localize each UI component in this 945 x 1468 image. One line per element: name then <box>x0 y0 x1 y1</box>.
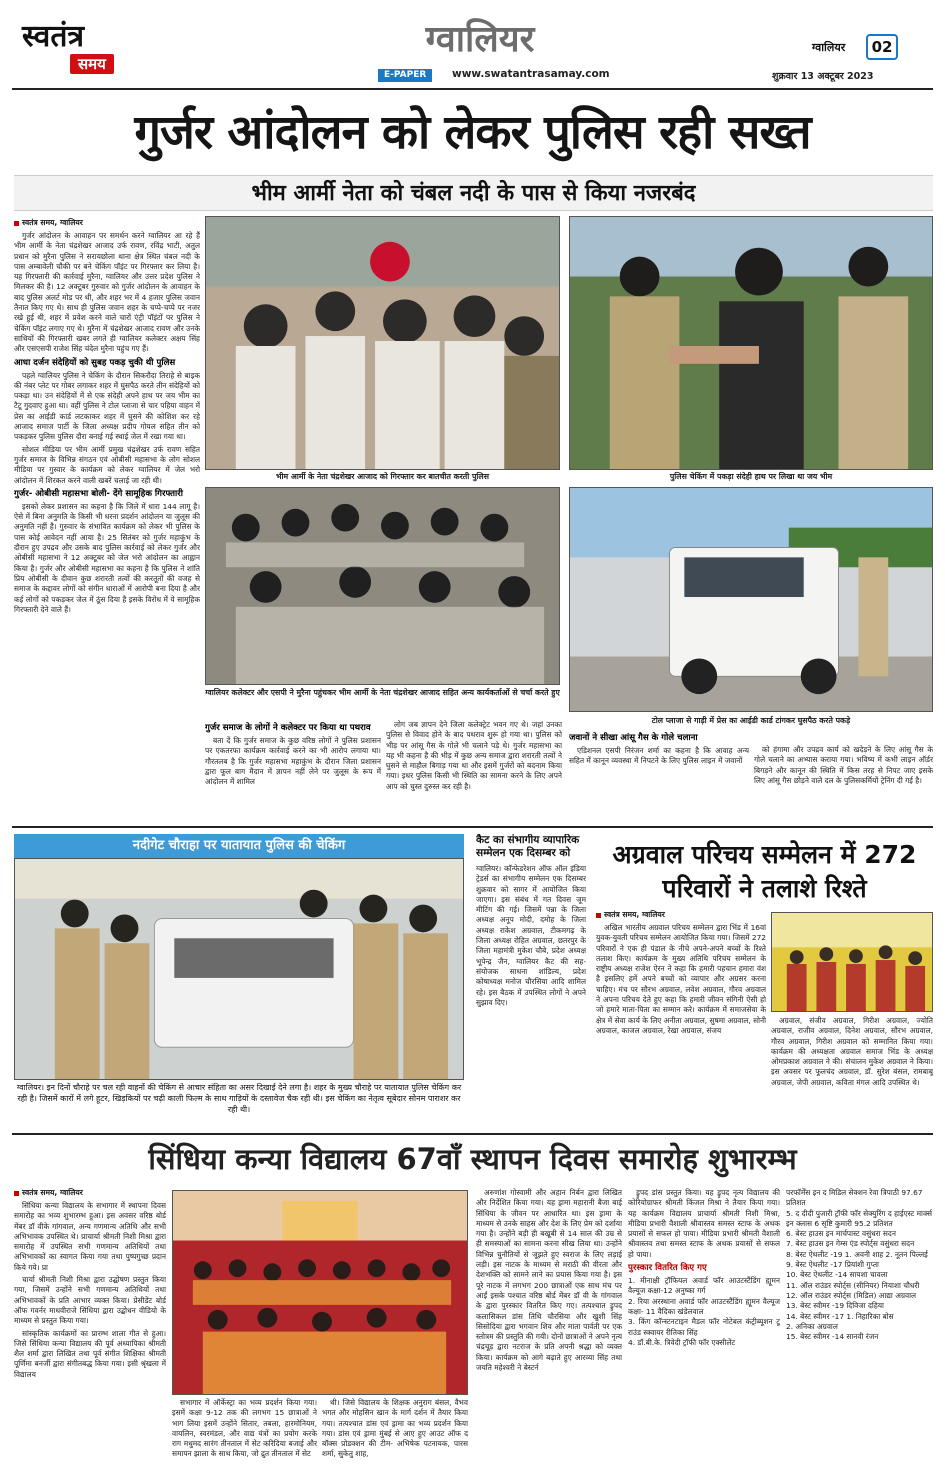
agrawal-col-1 <box>596 910 766 1132</box>
caption-toll-plaza: टोल प्लाजा से गाड़ी में प्रेस का आईडी कार्ड टांगकर घुसपैठ करते पकड़े <box>651 716 851 725</box>
lead-para-4: इसको लेकर प्रशासन का कहना है कि जिले में धारा 144 लागू है। ऐसे में बिना अनुमति के किसी भी धरना प्रदर्शन आंदोलन या जुलूस की अनुमति नहीं है। गुरुवार के संभावित कार्यक्रम को लेकर भी पुलिस के पास कोई आवेदन नहीं आया है। 25 सितंबर को गुर्जर महाकुंभ के दौरान हुए उपद्रव और उसके बाद पुलिस कार्रवाई को लेकर गुर्जर और ओबीसी महासभा ने 12 अक्टूबर को जेल भरो आंदोलन का आह्वान किया है। गुर्जर और ओबीसी महासभा का कहना है कि पुलिस ने शांति प्रिय ओबीसी के दीवान कुछ शरारती तत्वों की करतूतों की वजह से समाज के कद्दावर लोगों को संगीन धाराओं में आरोपी बना दिया है और कई लोगों को पकड़कर जेल में ठूंस दिया है इसके विरोध में ये सामूहिक गिरफ्तारी देने वाले हैं। <box>14 501 200 614</box>
issue-date: शुक्रवार 13 अक्टूबर 2023 <box>772 71 874 82</box>
page-city: ग्वालियर <box>812 41 846 54</box>
lead-subhead: भीम आर्मी नेता को चंबल नदी के पास से किया नजरबंद <box>251 180 696 206</box>
photo-toll-plaza-car <box>569 487 933 712</box>
section-rule-1 <box>12 826 933 828</box>
lead-col-lower-4 <box>754 745 933 820</box>
award-list-item: परफॉर्मेंस इन द मिडिल सेक्शन रेवा त्रिपाठी 97.67 प्रतिशत <box>786 1188 923 1208</box>
award-list-item: 2. अनिका अग्रवाल <box>786 1321 838 1331</box>
scindia-text-1: सिंधिया कन्या विद्यालय के सभागार में स्थापना दिवस समारोह का भव्य शुभारम्भ हुआ। इस अवसर वरिष्ठ बोर्ड मेंबर डॉ वीके गांगवाल, अन्य गणमान्य अतिथि और सभी अभिभावक उपस्थित थे। प्राचार्या श्रीमती निशी मिश्रा द्वारा समारोह में उपस्थित सभी गणमान्य अतिथियों तथा अभिभावकों का स्वागत किया गया तथा पुष्पगुच्छ प्रदान किये गये। प्रा <box>14 1201 166 1272</box>
cait-story <box>476 834 586 1130</box>
agrawal-text-2: अग्रवाल, संजीव अग्रवाल, गिरीश अग्रवाल, ज्योति अग्रवाल, राजीव अग्रवाल, दिनेश अग्रवाल, सौरभ अग्रवाल, गौरव अग्रवाल, गिरीश अग्रवाल को सम्मानित किया गया। कार्यक्रम की अध्यक्षता अग्रवाल समाज भिंड के अध्यक्ष ओमप्रकाश अग्रवाल ने की। संचालन मुकेश अग्रवाल ने किया। इस अवसर पर फूलचंद अग्रवाल, डॉ. सुरेश बंसल, रामबाबू अग्रवाल, जेपी अग्रवाल, कविता मंगल आदि उपस्थित थे। <box>771 1016 933 1087</box>
lead-subhead-1: आधा दर्जन संदेहियों को सुबह पकड़ चुकी थी पुलिस <box>14 357 176 368</box>
lead-subhead-4: जवानों ने सीखा आंसू गैस के गोले चलाना <box>569 733 698 743</box>
cait-headline: कैट का संभागीय व्यापारिक सम्मेलन एक दिसम्बर को <box>476 834 580 859</box>
logo-top: स्वतंत्र <box>22 19 85 54</box>
caption-suspect: पुलिस चेकिंग में पकड़ा संदेही हाथ पर लिखा था जय भीम <box>669 472 833 481</box>
scindia-col-4 <box>476 1188 622 1463</box>
scindia-text-1b: चार्या श्रीमती निशी मिश्रा द्वारा उद्घोषण प्रस्तुत किया गया, जिसमें उन्होंने सभी गणमान्य अतिथियों तथा अभिभावकों के प्रति आभार व्यक्त किया। प्रेसीडेंट बोर्ड ऑफ गवर्नर माधवीराजे सिंधिया द्वारा उद्बोधन वीडियो के माध्यम से प्रस्तुत किया गया। <box>14 1275 166 1326</box>
lead-para-2: पहले ग्वालियर पुलिस ने चेकिंग के दौरान सिकरौदा तिराहे से बाइक की नंबर प्लेट पर गोबर लगाकर शहर में घुसपैठ करते तीन संदेहियों को पकड़ा था। उन संदेहियों में से एक संदेही अपने हाथ पर जय भीम का टैटू गुदवाए हुआ था। वहीं पुलिस ने टोल प्लाजा से चार पहिया वाहन में प्रेस का आईडी कार्ड लटकाकर शहर में घुसने की कोशिश कर रहे आजाद समाज पार्टी के जिला अध्यक्ष प्रदीप गोयल सहित तीन को पकड़कर पुलिस पुलिस दौरा बनाई गई स्थाई जेल में रखा गया था। <box>14 370 200 442</box>
lead-col-lower-3 <box>569 730 749 820</box>
masthead-rule <box>12 88 933 90</box>
award-list-item: 13. बेस्ट स्वीमर -19 दिविजा दहिया <box>786 1301 884 1311</box>
scindia-byline: स्वतंत्र समय, ग्वालियर <box>14 1188 166 1198</box>
photo-collector-meeting <box>205 487 560 685</box>
cait-body: ग्वालियर। कॉन्फेडरेशन ऑफ ऑल इंडिया ट्रेडर्स का संभागीय सम्मेलन एक दिसम्बर शुक्रवार को सागर में आयोजित किया जाएगा। इस संबंध में गत दिवस जूम मीटिंग की गई। जिसमें पन्ना के जिला अध्यक्ष अनूप मोदी, दमोह के जिला अध्यक्ष राकेश अग्रवाल, टीकमगढ़ के जिला अध्यक्ष रोहित अग्रवाल, छतरपुर के जिला महामंत्री मुकेश चौबे, प्रदेश अध्यक्ष भूपेन्द्र जैन, ग्वालियर कैट की सह-संयोजक साधना शांडिल्य, प्रदेश कोषाध्यक्ष मनोज चौरसिया आदि शामिल रहे। इस बैठक में उपस्थित लोगों ने अपने सुझाव दिए। <box>476 864 586 1007</box>
photo-arrest <box>205 216 560 470</box>
lead-para-6: लोग जब ज्ञापन देने जिला कलेक्ट्रेट भवन गए थे। जहां उनका पुलिस से विवाद होने के बाद पथराव शुरू हो गया था। पुलिस को भीड़ पर आंसू गैस के गोले भी चलाने पड़े थे। गुर्जर महासभा का यह भी कहना है की भीड़ में कुछ अन्य समाज द्वारा शरारती तत्वों ने घुसने से माहौल बिगाड़ गया था और इसमें गुर्जरों को बदनाम किया गया। इधर पुलिस किसी भी स्थिति का सामना करने के लिए अपने आप को चुस्त दुरुस्त कर रही है। <box>386 720 562 791</box>
award-list-item: 10. बेस्ट ऐथलीट -14 सायशा चावला <box>786 1270 888 1280</box>
page-number: 02 <box>866 34 898 60</box>
award-list-item: 7. बेस्ट हाउस इन गेम्स एंड स्पोर्ट्स वसुंधरा सदन <box>786 1239 915 1249</box>
award-item-2: 2. रिया अरस्थाना अवार्ड फॉर आउटस्टैंडिंग ह्यूमन वैल्यूज कक्षा- 11 वैदिका खंडेलवाल <box>628 1296 780 1316</box>
lead-para-3: सोशल मीडिया पर भीम आर्मी प्रमुख चंद्रशेखर उर्फ रावण सहित गुर्जर समाज के विभिन्न संगठन एवं ओबीसी महासभा के लोग सोशल मीडिया पर गुस्वार के कार्यक्रम को लेकर ग्वालियर में जेल भरो आंदोलन में शिरकत करने वाली खबरें चलाई जा रही थी। <box>14 444 200 485</box>
caption-arrest: भीम आर्मी के नेता चंद्रशेखर आजाद को गिरफ्तार कर बातचीत करती पुलिस <box>276 472 489 481</box>
award-list-item: 14. बेस्ट स्वीमर -17 1. निहारिका बोस <box>786 1311 894 1321</box>
photo-agrawal-event <box>771 912 933 1012</box>
photo-scindia-stage <box>172 1190 468 1395</box>
lead-subhead-2: गुर्जर- ओबीसी महासभा बोली- देंगे सामूहिक गिरफ्तारी <box>14 488 184 499</box>
award-item-4: 4. डॉ.बी.के. त्रिवेदी ट्रॉफी फॉर एक्सीलेंट <box>628 1337 736 1347</box>
section-rule-2 <box>12 1133 933 1135</box>
lead-headline: गुर्जर आंदोलन को लेकर पुलिस रही सख्त <box>134 105 811 160</box>
award-list-item: 11. ऑल राउंडर स्पोर्ट्स (सीनियर) नियाशा चौधरी <box>786 1280 920 1290</box>
lead-para-5: बता दें कि गुर्जर समाज के कुछ वरिष्ठ लोगों ने पुलिस प्रशासन पर एकतरफा कार्यक्रम कार्रवाई करने का भी आरोप लगाया था। गौरतलब है कि गुर्जर महासभा महाकुंभ के दौरान जिला प्रशासन द्वारा फूल बाग मैदान में ज्ञापन नहीं लेने पर जुलूस के रूप में आंदोलन में शामिल <box>205 736 381 787</box>
lead-para-8: को हंगामा और उपद्रव कार्य को खदेड़ने के लिए आंसू गैस के गोले चलाने का अभ्यास कराया गया। भविष्य में कभी लाइन ऑर्डर बिगड़ने और कानून की स्थिति में किस तरह से निपट जाए इसके लिए आंसू गैस छोड़ने वाले दल के पुलिसकर्मियों ट्रेनिंग दी गई है। <box>754 745 933 785</box>
scindia-col-5 <box>628 1188 780 1463</box>
scindia-text-3: थी। जिसे विद्यालय के शिक्षक अनुराग बंसल, वैभव भगत और मोहसिन खान के मार्ग दर्शन में तैयार किया गया। तत्पश्चात डांस एवं ड्रामा का भव्य प्रदर्शन किया गया। डांस एवं ड्रामा मुंबई से आए हुए आउट ऑफ द बॉक्स प्रोडक्शन की टीम- अभिषेक पटनायक, पारस शर्मा, सुकेतु शाह, <box>322 1398 468 1459</box>
logo-bottom: समय <box>70 54 114 74</box>
caption-collector: ग्वालियर कलेक्टर और एसपी ने मुरैना पहुंचकर भीम आर्मी के नेता चंद्रशेखर आजाद सहित अन्य कार्यकर्ताओं से चर्चा करते हुए <box>205 688 560 697</box>
traffic-caption: ग्वालियर। इन दिनों चौराहे पर चल रही वाहनों की चेकिंग से आचार संहिता का असर दिखाई देने लगा है। शहर के मुख्य चौराहे पर यातायात पुलिस चेकिंग कर रही है। जिसमें कारों में लगे हूटर, खिड़कियों पर चढ़ी काली फिल्म के साथ गाड़ियों के दस्तावेज चैक रही थी। इस चेकिंग का नेतृत्व सूबेदार सोनम पाराशर कर रही थी। <box>16 1083 462 1114</box>
award-list-item: 5. द दीदी पुजारी ट्रॉफी फॉर सेक्युरिंग द हाईएस्ट मार्क्स इन क्लास 6 सृष्टि कुमारी 95.2 प्रतिशत <box>786 1208 932 1228</box>
award-list-item: 15. बेस्ट स्वीमर -14 सानवी रंजन <box>786 1332 879 1342</box>
scindia-text-4: अरुणांश गोस्वामी और अहान निर्बन द्वारा लिखित और निर्देशित किया गया। यह ड्रामा महारानी बैजा बाई सिंधिया के जीवन पर आधारित था। इस ड्रामा के माध्यम से उनके साहस और देश के लिए प्रेम को दर्शाया गया है। उन्होंने बड़ी ही बखूबी से 14 साल की उम्र से ही समस्याओं का सामना करना सीख लिया था। उन्होंने विभिन्न चुनौतियों से जूझते हुए स्वराज के लिए लड़ाई लड़ी। इस नाटक के माध्यम से मराठी की वीरता और देशभक्ति को सामने लाने का प्रयास किया गया है। इस पूरे नाटक में लगभग 200 छात्राओं एक साथ मंच पर आईं इसके पश्चात वरिष्ठ बोर्ड मेंबर डॉ वी के गांगवाल के द्वारा पुरस्कार वितरित किए गए। तत्पश्चात ड्रुपद कलासिकल डांस तिथि चौरसिया और खुशी सिंह सिसोदिया द्वारा भगवान शिव और माता पार्वती पर एक स्तोत्रम की प्रस्तुति की गयी। दोनों छात्राओं ने अपने नृत्य चंद्रचूड़ द्वारा नटराज के प्रति अपनी श्रद्धा को व्यक्त किया। कार्यक्रम को आगे बढ़ाते हुए आरव्या सिंह तथा जयति महेश्वरी ने बेस्टर्न <box>476 1188 622 1373</box>
scindia-headline: सिंधिया कन्या विद्यालय 67वाँ स्थापन दिवस समारोह शुभारम्भ <box>148 1142 797 1176</box>
photo-suspect-tattoo <box>569 216 933 470</box>
award-item-3: 3. किंग कॉन्स्टनटाइन मैडल फॉर नोटेबल कंट्रीब्यूशन टू राउंड स्क्वायर रीतिका सिंह <box>628 1317 780 1337</box>
award-list-item: 8. बेस्ट ऐथलीट -19 1. अवनी शाह 2. नूतन पिल्लई <box>786 1249 928 1259</box>
masthead <box>0 0 945 92</box>
photo-traffic-check <box>14 858 464 1080</box>
scindia-col-6 <box>786 1188 933 1463</box>
agrawal-byline: स्वतंत्र समय, ग्वालियर <box>596 910 766 920</box>
logo <box>22 20 142 82</box>
award-list-item: 12. ऑल राउंडर स्पोर्ट्स (मिडिल) आद्या अग्रवाल <box>786 1290 917 1300</box>
scindia-text-1c: सांस्कृतिक कार्यक्रमों का प्रारम्भ शाला गीत से हुआ। जिसे सिंधिया कन्या विद्यालय की पूर्व अध्यापिका श्रीमती शैल शर्मा द्वारा लिखित तथा पूर्व संगीत शिक्षिका श्रीमती पूर्णिमा बनर्जी द्वारा संगीतबद्ध किया गया। इसी श्रृंखला में विद्यालय <box>14 1328 166 1379</box>
agrawal-headline: अग्रवाल परिचय सम्मेलन में 272 परिवारों ने तलाशे रिश्ते <box>612 840 917 903</box>
scindia-col-3 <box>322 1398 468 1463</box>
epaper-badge: E-PAPER <box>378 69 432 82</box>
agrawal-col-2 <box>771 1016 933 1132</box>
lead-col-lower-1 <box>205 720 381 820</box>
lead-para-1: गुर्जर आंदोलन के आवाहन पर समर्थन करने ग्वालियर आ रहे हैं भीम आर्मी के नेता चंद्रशेखर आजाद उर्फ रावण, रविंद्र भाटी, अतुल प्रधान को मुरैना पुलिस ने सरायछोला थाना क्षेत्र स्थित चंबल नदी के पास अम्बावेली चौकी पर बने चेकिंग पॉइंट पर गिरफ्तार कर लिया है। यह गिरफ्तारी की कार्रवाई मुरैना, ग्वालियर और उत्तर प्रदेश पुलिस ने मिलकर की है। 12 अक्टूबर गुरुवार को गुर्जर आंदोलन के आवाहन के बाद पुलिस अलर्ट मोड पर थी, और शहर भर में 4 हजार पुलिस जवान तैनात किए गए थे। साथ ही पुलिस जवान शहर के चप्पे-चप्पे पर नजर रखे हुई थी, शहर में प्रवेश करने वाले चारों एंट्री पॉइंटों पर पुलिस ने चेकिंग पॉइंट लगाए गए थे। मुरैना में चंद्रशेखर आजाद रावण और उनके साथियों की गिरफ्तारी खबर लगते ही ग्वालियर कलेक्टर अक्षय सिंह और एसएसपी राजेश सिंह चंदेल मुरैना पहुंच गए हैं। <box>14 231 200 354</box>
scindia-text-5: ड्रुपद डांस प्रस्तुत किया। यह ड्रुपद नृत्य विद्यालय की कोरियोग्राफर श्रीमती किंजल मिश्रा ने तैयार किया गया। यह कार्यक्रम विद्यालय प्राचार्या श्रीमती निशी मिश्रा, मीडिया प्रभारी वैशाली श्रीवास्तव समस्त स्टाफ के अथक प्रयासों से सफल हो पाया। मीडिया प्रभारी श्रीमती वैशाली श्रीवास्तव तथा समस्त स्टाफ के अथक प्रयासों से सफल हो पाया। <box>628 1188 780 1259</box>
award-list-item: 6. बेस्ट हाउस इन मार्चपास्ट वसुंधरा सदन <box>786 1229 896 1239</box>
lead-text-column <box>14 218 200 818</box>
award-list-item: 9. बेस्ट ऐथलीट -17 प्रियांशी गुप्ता <box>786 1260 879 1270</box>
lead-col-lower-2 <box>386 720 562 820</box>
lead-para-7: एडिशनल एसपी निरंजन शर्मा का कहना है कि आवाह अन्य सहित में कानून व्यवस्था में निपटने के लिए पुलिस लाइन में जवानों <box>569 746 749 766</box>
agrawal-text-1: अखिल भारतीय अग्रवाल परिचय सम्मेलन द्वारा भिंड में 16वां युवक-युवती परिचय सम्मेलन आयोजित किया गया। जिसमें 272 परिवारों ने एक ही पंडाल के नीचे अपने-अपने बच्चों के रिश्ते तलाश किए। कार्यक्रम के मुख्य अतिथि परिचय सम्मेलन के राष्ट्रीय अध्यक्ष राजेश ऐरन ने कहा कि हमारी पहचान हमारा वंश है इसलिए हमें अपने बच्चों को व्यापार और अग्रसर करना चाहिए। मंच पर सौरभ अग्रवाल, लवेश अग्रवाल, गौरव अग्रवाल ने अपना परिचय देते हुए कहा कि हमारी जीवन संगिनी ऐसी हो जो हमारे माता-पिता का सम्मान करे। कार्यक्रम में समाजसेवा के क्षेत्र में सेवा कार्य के लिए अनीता अग्रवाल, सुषमा अग्रवाल, सोनी अग्रवाल, काजल अग्रवाल, रेखा अग्रवाल, संजय <box>596 923 766 1035</box>
scindia-col-2 <box>172 1398 317 1463</box>
site-url[interactable]: www.swatantrasamay.com <box>452 68 610 80</box>
lead-subhead-3: गुर्जर समाज के लोगों ने कलेक्टर पर किया था पथराव <box>205 723 371 733</box>
award-item-1: 1. मीनाक्षी ट्रॉफियल अवार्ड फॉर आउटस्टैंडिंग ह्यूमन वैल्यूज कक्षा-12 अनुष्का गर्ग <box>628 1276 780 1296</box>
city-name: ग्वालियर <box>425 19 535 60</box>
awards-title: पुरस्कार वितरित किए गए <box>628 1263 707 1274</box>
traffic-banner: नदीगेट चौराहा पर यातायात पुलिस की चेकिंग <box>14 834 464 858</box>
lead-byline: स्वतंत्र समय, ग्वालियर <box>14 218 200 228</box>
scindia-col-1 <box>14 1188 166 1463</box>
scindia-text-2: सभागार में ऑर्केस्ट्रा का भव्य प्रदर्शन किया गया। इसमें कक्षा 9-12 तक की लगभग 15 छात्राओं ने भाग लिया इसमें उन्होंने सितार, तबला, हारमोनियम, वायलिन, स्वरमंडल, और वाद्य यंत्रों का प्रयोग करके राग मधुमद सारंग तीनताल में सेट करिदिया बजाई और समापन झाला के साथ किया, जो द्रुत तीनताल में सेट <box>172 1398 317 1459</box>
